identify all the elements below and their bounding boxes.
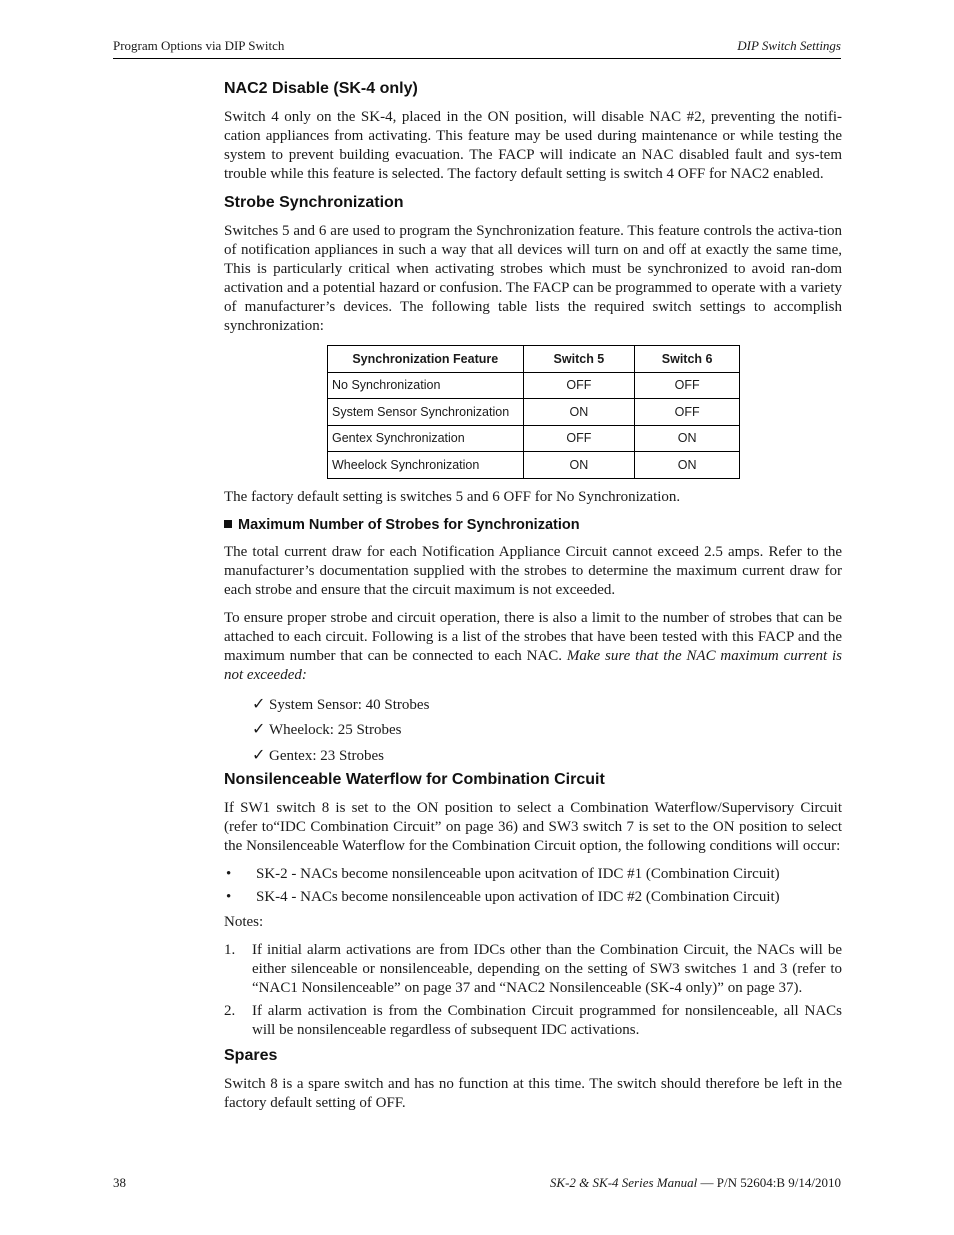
table-header-row [328, 346, 740, 373]
bullet-icon: • [226, 889, 232, 905]
spares-paragraph: Switch 8 is a spare switch and has no function at this time. The switch should therefore be left in the factory default setting of OFF. [224, 1076, 842, 1111]
checkmark-icon: ✓ [252, 693, 266, 713]
nac2-disable-section [224, 79, 842, 184]
strobe-sync-heading: Strobe Synchronization [224, 194, 404, 211]
table-cell-feature: No Synchronization [328, 372, 524, 399]
checkmark-icon: ✓ [252, 744, 266, 764]
table-cell-switch5: OFF [523, 372, 635, 399]
table-row [328, 425, 740, 452]
table-cell-switch5: OFF [523, 425, 635, 452]
list-item-text: System Sensor: 40 Strobes [269, 696, 430, 713]
page-number: 38 [113, 1175, 126, 1190]
max-strobes-paragraph-2-text: To ensure proper strobe and circuit operation, there is also a limit to the number of strobes that can be attached to each circuit. Following is a list of the strobes that have been tested with this FACP and the maximum number that can be connected to each NAC. [224, 609, 842, 664]
table-cell-switch6: ON [635, 452, 740, 479]
bullet-icon: • [226, 866, 232, 882]
list-item [252, 719, 842, 740]
list-item [252, 694, 842, 715]
nac2-disable-paragraph: Switch 4 only on the SK-4, placed in the ON position, will disable NAC #2, preventing the notifi-cation appliances from activating. This feature may be used during maintenance or while testing the system to prevent building evacuation. The FACP will indicate an NAC disabled fault and sys-tem trouble while this feature is selected. The factory default setting is switch 4 OFF for NAC2 enabled. [224, 109, 842, 182]
table-row [328, 399, 740, 426]
strobe-limit-list [252, 694, 842, 766]
header-rule [113, 58, 841, 59]
footer-manual-info [550, 1175, 841, 1191]
list-item [224, 888, 842, 907]
strobe-sync-paragraph: Switches 5 and 6 are used to program the Synchronization feature. This feature controls the activa-tion of notification appliances in such a way that all devices will turn on and off at exactly the same time, This is particularly critical when activating strobes which must be synchronized to avoid ran-dom activation and a potential hazard or confusion. The FACP can be programmed to operate with a variety of manufacturer’s devices. The following table lists the required switch settings to accomplish synchronization: [224, 223, 842, 334]
list-item-text: SK-4 - NACs become nonsilenceable upon activation of IDC #2 (Combination Circuit) [256, 889, 780, 905]
header-chapter-title: DIP Switch Settings [737, 38, 841, 53]
spares-section [224, 1046, 842, 1113]
strobe-sync-section [224, 193, 842, 507]
sync-settings-table [327, 345, 740, 479]
list-number: 2. [224, 1003, 236, 1019]
spares-heading: Spares [224, 1047, 278, 1064]
list-item-text: SK-2 - NACs become nonsilenceable upon acitvation of IDC #1 (Combination Circuit) [256, 866, 780, 882]
table-cell-switch6: OFF [635, 372, 740, 399]
list-item-text: Gentex: 23 Strobes [269, 747, 384, 764]
header-section-title: Program Options via DIP Switch [113, 38, 285, 53]
waterflow-heading: Nonsilenceable Waterflow for Combination Circuit [224, 771, 605, 788]
max-strobes-section [224, 516, 842, 766]
list-item-text: If alarm activation is from the Combination Circuit programmed for nonsilenceable, all NACs will be nonsilenceable regardless of subsequent IDC activations. [252, 1003, 842, 1038]
list-number: 1. [224, 942, 236, 958]
table-cell-feature: Gentex Synchronization [328, 425, 524, 452]
footer-dash: — [697, 1175, 717, 1190]
table-header-switch6: Switch 6 [635, 346, 740, 373]
list-item [252, 745, 842, 766]
notes-list [224, 941, 842, 1040]
waterflow-bullet-list [224, 865, 842, 907]
notes-label: Notes: [224, 914, 264, 930]
footer-part-number: P/N 52604:B 9/14/2010 [716, 1175, 841, 1190]
list-item [224, 1002, 842, 1040]
waterflow-paragraph: If SW1 switch 8 is set to the ON position to select a Combination Waterflow/Supervisory Circuit (refer to“IDC Combination Circuit” on page 36) and SW3 switch 7 is set to the ON position to select the Nonsilenceable Waterflow for the Combination Circuit option, the following conditions will occur: [224, 800, 842, 854]
waterflow-section [224, 770, 842, 1040]
square-bullet-icon [224, 520, 232, 528]
nac2-disable-heading: NAC2 Disable (SK-4 only) [224, 80, 418, 97]
max-strobes-heading-text: Maximum Number of Strobes for Synchronization [238, 516, 580, 533]
list-item [224, 865, 842, 884]
list-item-text: If initial alarm activations are from IDCs other than the Combination Circuit, the NACs will be either silenceable or nonsilenceable, depending on the setting of SW3 switches 1 and 3 (refer to “NAC1 Nonsilenceable” on page 37 and “NAC2 Nonsilenceable (SK-4 only)” on page 37). [252, 942, 842, 996]
table-cell-switch6: OFF [635, 399, 740, 426]
list-item-text: Wheelock: 25 Strobes [269, 722, 402, 738]
table-header-feature: Synchronization Feature [328, 346, 524, 373]
page-content [224, 79, 842, 1122]
table-header-switch5: Switch 5 [523, 346, 635, 373]
checkmark-icon: ✓ [252, 719, 266, 738]
footer-manual-title: SK-2 & SK-4 Series Manual [549, 1175, 698, 1190]
table-cell-feature: Wheelock Synchronization [328, 452, 524, 479]
table-cell-switch5: ON [523, 452, 635, 479]
max-strobes-warning: Make sure that the NAC maximum current is not exceeded: [224, 647, 842, 683]
table-row [328, 372, 740, 399]
max-strobes-heading [224, 516, 842, 534]
max-strobes-paragraph-2 [224, 609, 842, 685]
sync-default-note: The factory default setting is switches 5 and 6 OFF for No Synchronization. [224, 488, 681, 505]
list-item [224, 941, 842, 998]
table-row [328, 452, 740, 479]
table-cell-switch5: ON [523, 399, 635, 426]
max-strobes-paragraph-1: The total current draw for each Notification Appliance Circuit cannot exceed 2.5 amps. Refer to the manufacturer’s documentation supplied with the strobes to determine the maximum current draw for each strobe and ensure that the circuit maximum is not exceeded. [224, 543, 842, 598]
table-cell-switch6: ON [635, 425, 740, 452]
table-cell-feature: System Sensor Synchronization [328, 399, 524, 426]
